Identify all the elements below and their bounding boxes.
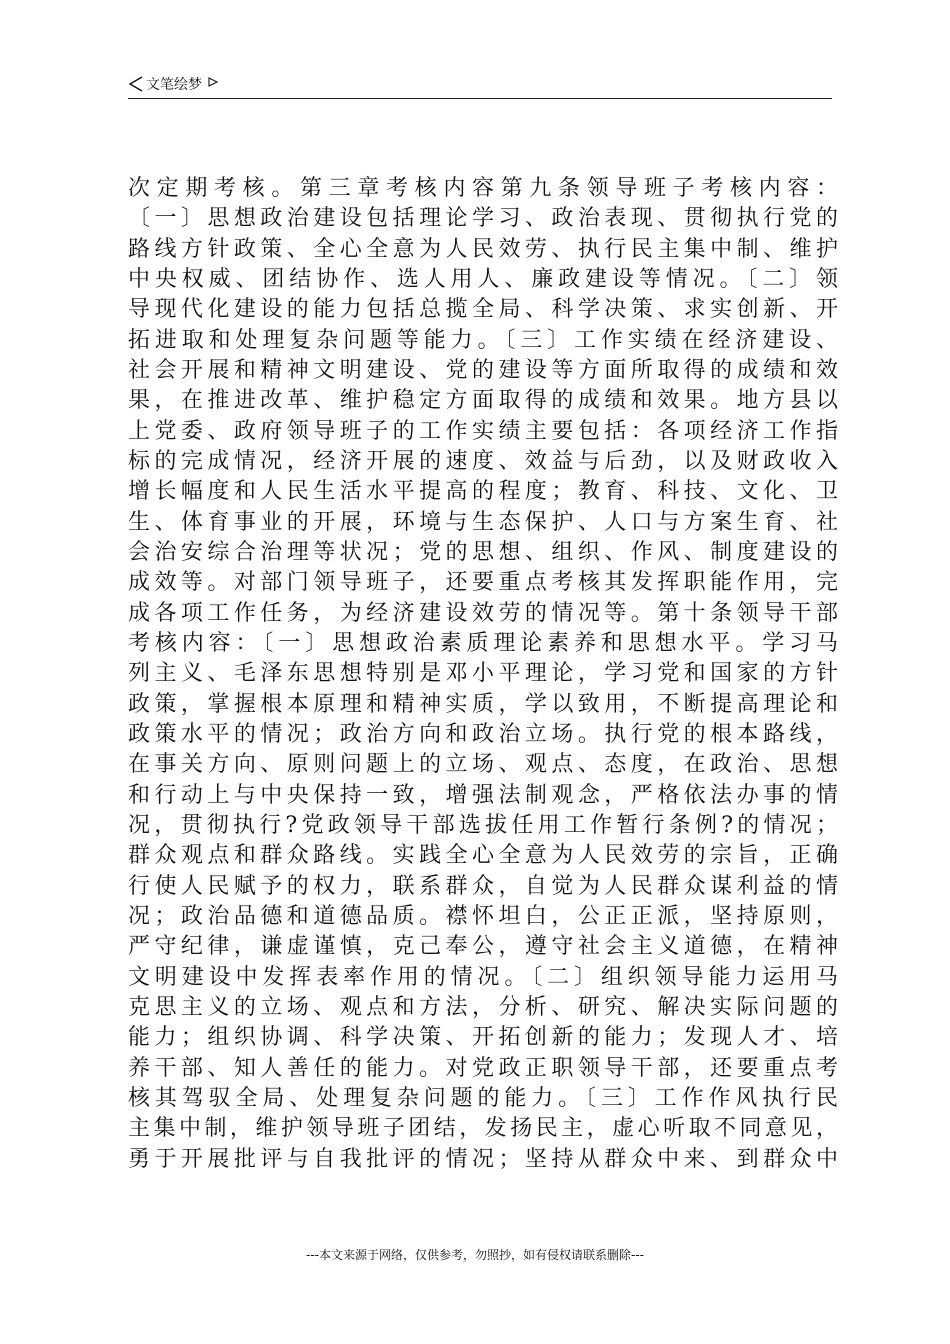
body-line: 克思主义的立场、观点和方法，分析、研究、解决实际问题的 (128, 994, 838, 1020)
footer-notice: ---本文来源于网络，仅供参考，勿照抄，如有侵权请联系删除--- (306, 1248, 644, 1262)
body-line: 养干部、知人善任的能力。对党政正职领导干部，还要重点考 (128, 1055, 838, 1081)
body-line: 生、体育事业的开展，环境与生态保护、人口与方案生育、社 (128, 509, 838, 535)
body-line: 〔一〕思想政治建设包括理论学习、政治表现、贯彻执行党的 (128, 206, 838, 232)
body-line: 考核内容：〔一〕思想政治素质理论素养和思想水平。学习马 (128, 630, 838, 656)
body-line: 导现代化建设的能力包括总揽全局、科学决策、求实创新、开 (128, 297, 838, 323)
body-line: 果，在推进改革、维护稳定方面取得的成绩和效果。地方县以 (128, 388, 838, 414)
body-line: 增长幅度和人民生活水平提高的程度；教育、科技、文化、卫 (128, 479, 838, 505)
body-line: 主集中制，维护领导班子团结，发扬民主，虚心听取不同意见， (128, 1116, 838, 1142)
body-line: 成各项工作任务，为经济建设效劳的情况等。第十条领导干部 (128, 600, 838, 626)
body-text (128, 174, 838, 1175)
header-brand-group (128, 74, 218, 94)
body-line: 成效等。对部门领导班子，还要重点考核其发挥职能作用，完 (128, 570, 838, 596)
body-line: 严守纪律，谦虚谨慎，克己奉公，遵守社会主义道德，在精神 (128, 934, 838, 960)
body-line: 中央权威、团结协作、选人用人、廉政建设等情况。〔二〕领 (128, 266, 838, 292)
body-line: 勇于开展批评与自我批评的情况；坚持从群众中来、到群众中 (128, 1146, 838, 1172)
triangle-right-icon (208, 77, 218, 87)
body-line: 况，贯彻执行?党政领导干部选拔任用工作暂行条例?的情况； (128, 812, 838, 838)
body-line: 会治安综合治理等状况；党的思想、组织、作风、制度建设的 (128, 539, 838, 565)
body-line: 能力；组织协调、科学决策、开拓创新的能力；发现人才、培 (128, 1025, 838, 1051)
body-line: 次定期考核。第三章考核内容第九条领导班子考核内容： (128, 176, 838, 201)
body-line: 和行动上与中央保持一致，增强法制观念，严格依法办事的情 (128, 782, 838, 808)
body-line: 行使人民赋予的权力，联系群众，自觉为人民群众谋利益的情 (128, 873, 838, 899)
body-line: 上党委、政府领导班子的工作实绩主要包括：各项经济工作指 (128, 418, 838, 444)
body-line: 列主义、毛泽东思想特别是邓小平理论，学习党和国家的方针 (128, 661, 838, 687)
body-line: 路线方针政策、全心全意为人民效劳、执行民主集中制、维护 (128, 236, 838, 262)
body-line: 拓进取和处理复杂问题等能力。〔三〕工作实绩在经济建设、 (128, 327, 838, 353)
header-brand: 文笔绘梦 (146, 77, 202, 93)
triangle-left-icon (128, 76, 144, 92)
page-header (128, 74, 832, 99)
body-line: 政策水平的情况；政治方向和政治立场。执行党的根本路线， (128, 721, 838, 747)
body-line: 文明建设中发挥表率作用的情况。〔二〕组织领导能力运用马 (128, 964, 838, 990)
body-line: 标的完成情况，经济开展的速度、效益与后劲，以及财政收入 (128, 448, 838, 474)
body-line: 核其驾驭全局、处理复杂问题的能力。〔三〕工作作风执行民 (128, 1085, 838, 1111)
body-line: 社会开展和精神文明建设、党的建设等方面所取得的成绩和效 (128, 357, 838, 383)
body-line: 况；政治品德和道德品质。襟怀坦白，公正正派，坚持原则， (128, 903, 838, 929)
body-line: 在事关方向、原则问题上的立场、观点、态度，在政治、思想 (128, 752, 838, 778)
body-line: 政策，掌握根本原理和精神实质，学以致用，不断提高理论和 (128, 691, 838, 717)
body-line: 群众观点和群众路线。实践全心全意为人民效劳的宗旨，正确 (128, 843, 838, 869)
